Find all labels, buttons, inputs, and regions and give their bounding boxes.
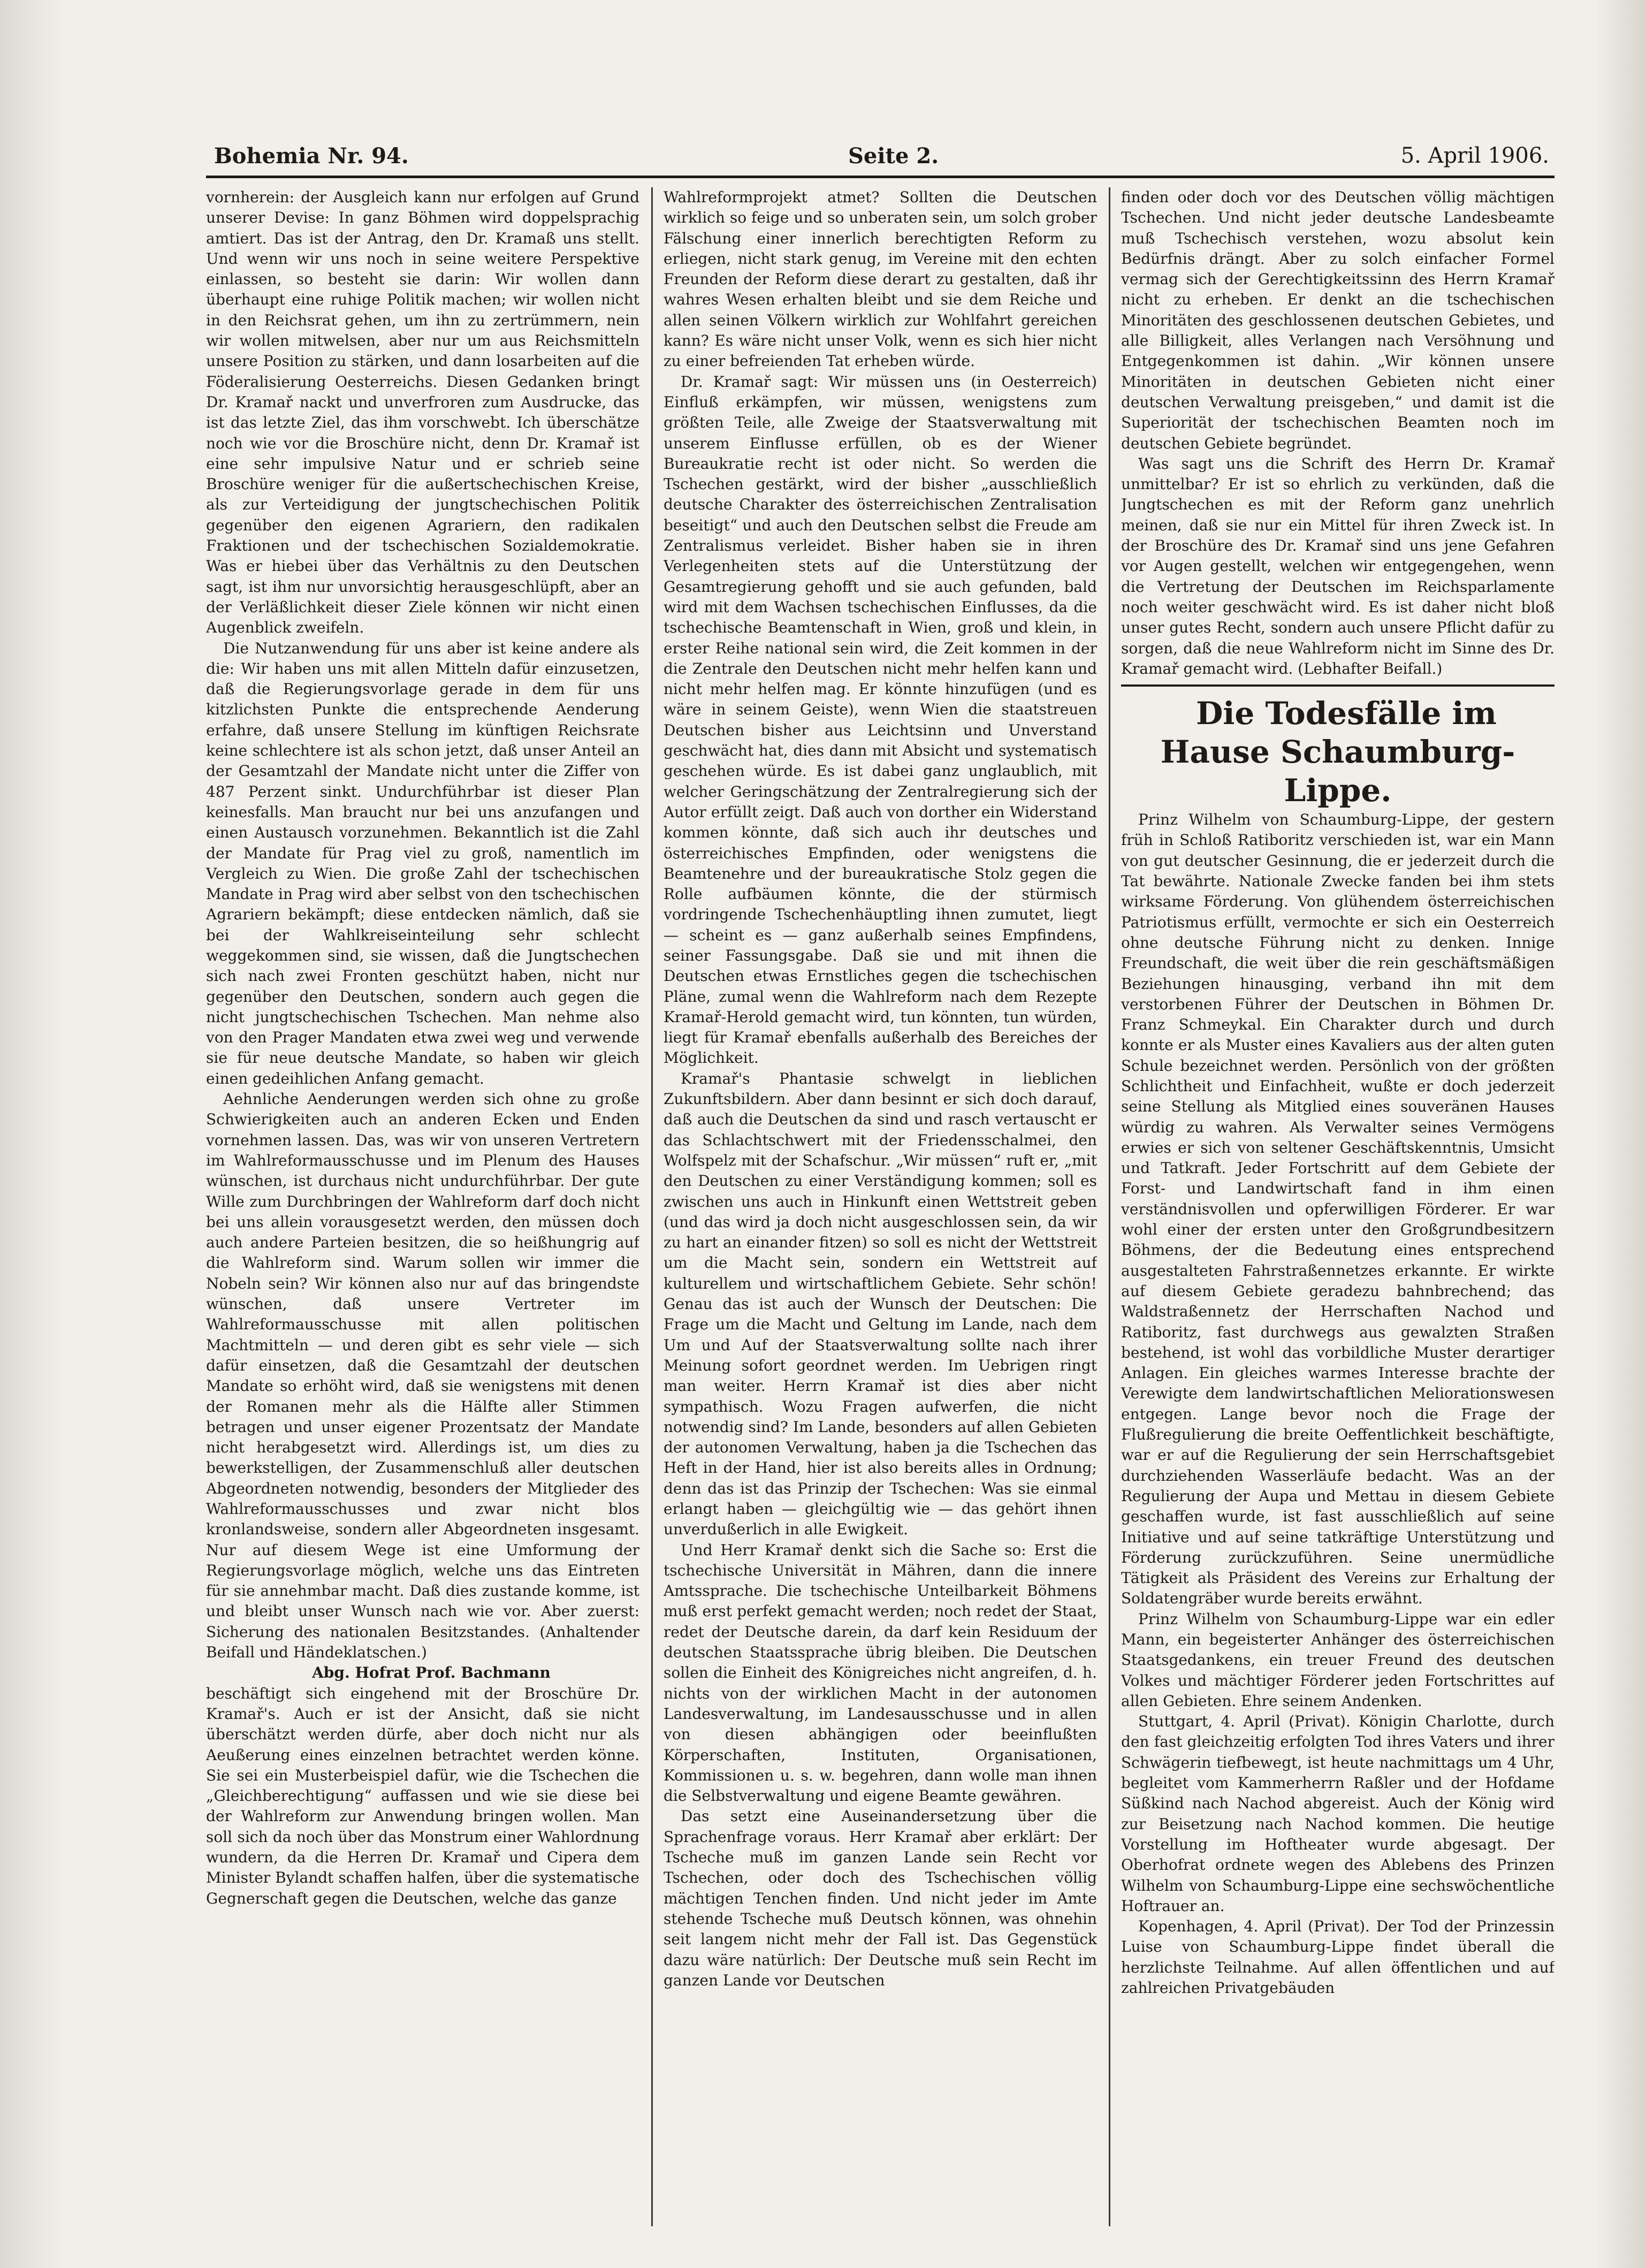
column-divider xyxy=(651,187,653,2226)
paragraph: Aehnliche Aenderungen werden sich ohne zu große Schwierigkeiten auch an anderen Ecken und Enden vornehmen lassen. Das, was wir von unseren Vertretern im Wahlreformausschusse und im Plenum des Hauses wünschen, ist durchaus nicht undurchführbar. Der gute Wille zum Durchbringen der Wahlreform darf doch nicht bei uns allein vorausgesetzt werden, den müssen doch auch andere Parteien besitzen, die so heißhungrig auf die Wahlreform sind. Warum sollen wir immer die Nobeln sein? Wir können also nur auf das bringendste wünschen, daß unsere Vertreter im Wahlreformausschusse mit allen politischen Machtmitteln — und deren gibt es sehr viele — sich dafür einsetzen, daß die Gesamtzahl der deutschen Mandate so erhöht wird, daß sie wenigstens mit denen der Romanen mehr als die Hälfte aller Stimmen betragen und unser eigener Prozentsatz der Mandate nicht herabgesetzt wird. Allerdings ist, um dies zu bewerkstelligen, der Zusammenschluß aller deutschen Abgeordneten notwendig, besonders der Mitglieder des Wahlreformausschusses und zwar nicht blos kronlandsweise, sondern aller Abgeordneten insgesamt. Nur auf diesem Wege ist eine Umformung der Regierungsvorlage möglich, welche uns das Eintreten für sie annehmbar macht. Daß dies zustande komme, ist und bleibt unser Wunsch nach wie vor. Aber zuerst: Sicherung des nationalen Besitzstandes. (Anhaltender Beifall und Händeklatschen.) xyxy=(206,1090,639,1662)
paragraph: Das setzt eine Auseinandersetzung über die Sprachenfrage voraus. Herr Kramař aber erklärt: Der Tscheche muß im ganzen Lande sein Recht vor Tschechen, oder doch des Tschechischen völlig mächtigen Tenchen finden. Und nicht jeder im Amte stehende Tscheche muß Deutsch können, was ohnehin seit langem nicht mehr der Fall ist. Das Gegenstück dazu wäre natürlich: Der Deutsche muß sein Recht im ganzen Lande vor Deutschen xyxy=(664,1807,1097,1989)
paragraph: Stuttgart, 4. April (Privat). Königin Charlotte, durch den fast gleichzeitig erfolgten Tod ihres Vaters und ihrer Schwägerin tiefbewegt, ist heute nachmittags um 4 Uhr, begleitet vom Kammerherrn Raßler und der Hofdame Süßkind nach Nachod abgereist. Auch der König wird zur Beisetzung nach Nachod kommen. Die heutige Vorstellung im Hoftheater wurde abgesagt. Der Oberhofrat ordnete wegen des Ablebens des Prinzen Wilhelm von Schaumburg-Lippe eine sechswöchentliche Hoftrauer an. xyxy=(1121,1713,1554,1915)
column-1 xyxy=(206,187,639,2226)
issue-date: 5. April 1906. xyxy=(1400,143,1549,168)
page-header xyxy=(206,134,1554,171)
scan-edge xyxy=(0,0,64,2268)
paragraph: finden oder doch vor des Deutschen völlig mächtigen Tschechen. Und nicht jeder deutsche Landesbeamte muß Tschechisch verstehen, wozu absolut kein Bedürfnis drängt. Aber zu solch einfacher Formel vermag sich der Gerechtigkeitssinn des Herrn Kramař nicht zu erheben. Er denkt an die tschechischen Minoritäten des geschlossenen deutschen Gebietes, und alle Billigkeit, alles Verlangen nach Versöhnung und Entgegenkommen ist dahin. „Wir können unsere Minoritäten in deutschen Gebieten nicht einer deutschen Verwaltung preisgeben,“ und damit ist die Superiorität der tschechischen Beamten noch im deutschen Gebiete begründet. xyxy=(1121,188,1554,452)
paragraph: Was sagt uns die Schrift des Herrn Dr. Kramař unmittelbar? Er ist so ehrlich zu verkünden, daß die Jungtschechen es mit der Reform ganz unehrlich meinen, daß sie nur ein Mittel für ihren Zweck ist. In der Broschüre des Dr. Kramař sind uns jene Gefahren vor Augen gestellt, welchen wir entgegengehen, wenn die Vertretung der Deutschen im Reichsparlamente noch weiter geschwächt wird. Es ist daher nicht bloß unser gutes Recht, sondern auch unsere Pflicht dafür zu sorgen, daß die neue Wahlreform nicht im Sinne des Dr. Kramař gemacht wird. (Lebhafter Beifall.) xyxy=(1121,454,1554,678)
speaker-heading: Abg. Hofrat Prof. Bachmann xyxy=(312,1664,551,1682)
paragraph: Kramař's Phantasie schwelgt in lieblichen Zukunftsbildern. Aber dann besinnt er sich doch darauf, daß auch die Deutschen da sind und rasch vertauscht er das Schlachtschwert mit der Friedensschalmei, den Wolfspelz mit der Schafschur. „Wir müssen“ ruft er, „mit den Deutschen zu einer Verständigung kommen; soll es zwischen uns auch in Hinkunft einen Wettstreit geben (und das wird ja doch nicht ausgeschlossen sein, da wir zu hart an einander fitzen) so soll es nicht der Wettstreit um die Macht sein, sondern ein Wettstreit auf kulturellem und wirtschaftlichem Gebiete. Sehr schön! Genau das ist auch der Wunsch der Deutschen: Die Frage um die Macht und Geltung im Lande, nach dem Um und Auf der Staatsverwaltung sollte nach ihrer Meinung sofort geordnet werden. Im Uebrigen ringt man weiter. Herrn Kramař ist dies aber nicht sympathisch. Wozu Fragen aufwerfen, die nicht notwendig sind? Im Lande, besonders auf allen Gebieten der autonomen Verwaltung, haben ja die Tschechen das Heft in der Hand, hier ist also bereits alles in Ordnung; denn das ist das Prinzip der Tschechen: Was sie einmal erlangt haben — gleichgültig wie — das gehört ihnen unverdußerlich in alle Ewigkeit. xyxy=(664,1069,1097,1539)
paragraph: Und Herr Kramař denkt sich die Sache so: Erst die tschechische Universität in Mähren, dann die innere Amtssprache. Die tschechische Unteilbarkeit Böhmens muß erst perfekt gemacht werden; noch redet der Staat, redet der Deutsche darein, da darf kein Residuum der deutschen Staatssprache übrig bleiben. Die Deutschen sollen die Einheit des Königreiches nicht angreifen, d. h. nichts von der wirklichen Macht in der autonomen Landesverwaltung, im Landesausschusse und in allen von diesen abhängigen oder beeinflußten Körperschaften, Instituten, Organisationen, Kommissionen u. s. w. begehren, dann wolle man ihnen die Selbstverwaltung und eigene Beamte gewähren. xyxy=(664,1541,1097,1805)
paragraph: Dr. Kramař sagt: Wir müssen uns (in Oesterreich) Einfluß erkämpfen, wir müssen, wenigstens zum größten Teile, alle Zweige der Staatsverwaltung mit unserem Einflusse erfüllen, ob es der Wiener Bureaukratie recht ist oder nicht. So werden die Tschechen gestärkt, wird der bisher „ausschließlich deutsche Charakter des österreichischen Zentralisation beseitigt“ und auch den Deutschen selbst die Freude am Zentralismus verleidet. Bisher haben sie in ihren Verlegenheiten stets auf die Unterstützung der Gesamtregierung gehofft und sie auch gefunden, bald wird mit dem Wachsen tschechischen Einflusses, da die tschechische Beamtenschaft in Wien, groß und klein, in erster Reihe national sein wird, die Zeit kommen in der die Zentrale den Deutschen nicht mehr helfen kann und nicht mehr helfen mag. Er könnte hinzufügen (und es wäre in seinem Geiste), wenn Wien die staatstreuen Deutschen bisher aus Leichtsinn und Unverstand geschwächt hat, dies dann mit Absicht und systematisch geschehen würde. Es ist dabei ganz unglaublich, mit welcher Geringschätzung der Zentralregierung sich der Autor erfüllt zeigt. Daß auch von dorther ein Widerstand kommen könnte, daß sich auch ihr deutsches und österreichisches Empfinden, oder wenigstens die Beamtenehre und der bureaukratische Stolz gegen die Rolle aufbäumen könnte, die der stürmisch vordringende Tschechenhäuptling ihnen zumutet, liegt — scheint es — ganz außerhalb seines Empfindens, seiner Fassungsgabe. Daß sie und mit ihnen die Deutschen etwas Ernstliches gegen die tschechischen Pläne, zumal wenn die Wahlreform nach dem Rezepte Kramař-Herold gemacht wird, tun könnten, tun würden, liegt für Kramař ebenfalls außerhalb des Bereiches der Möglichkeit. xyxy=(664,372,1097,1067)
paragraph: Wahlreformprojekt atmet? Sollten die Deutschen wirklich so feige und so unberaten sein, um solch grober Fälschung einer innerlich berechtigten Reform zu erliegen, nicht stark genug, im Vereine mit den echten Freunden der Reform diese derart zu gestalten, daß ihr wahres Wesen erhalten bleibt und sie dem Reiche und allen seinen Völkern wirklich zur Wohlfahrt gereichen kann? Es wäre nicht unser Volk, wenn es sich hier nicht zu einer befreienden Tat erheben würde. xyxy=(664,188,1097,370)
paragraph: Prinz Wilhelm von Schaumburg-Lippe, der gestern früh in Schloß Ratiboritz verschieden ist, war ein Mann von gut deutscher Gesinnung, die er jederzeit durch die Tat bewährte. Nationale Zwecke fanden bei ihm stets wirksame Förderung. Von glühendem österreichischen Patriotismus erfüllt, vermochte er sich ein Oesterreich ohne deutsche Führung nicht zu denken. Innige Freundschaft, die weit über die rein geschäftsmäßigen Beziehungen hinausging, verband ihn mit dem verstorbenen Führer der Deutschen in Böhmen Dr. Franz Schmeykal. Ein Charakter durch und durch konnte er als Muster eines Kavaliers aus der alten guten Schule bezeichnet werden. Persönlich von der größten Schlichtheit und Einfachheit, wußte er doch jederzeit seine Stellung als Mitglied eines souveränen Hauses würdig zu wahren. Als Verwalter seines Vermögens erwies er sich von seltener Geschäftskenntnis, Umsicht und Tatkraft. Jeder Fortschritt auf dem Gebiete der Forst- und Landwirtschaft fand in ihm einen verständnisvollen und opferwilligen Förderer. Er war wohl einer der ersten unter den Großgrundbesitzern Böhmens, der die Bedeutung eines entsprechend ausgestalteten Fahrstraßennetzes erkannte. Er wirkte auf diesem Gebiete geradezu bahnbrechend; das Waldstraßennetz der Herrschaften Nachod und Ratiboritz, fast durchwegs aus gewalzten Straßen bestehend, ist wohl das vorbildliche Muster derartiger Anlagen. Ein gleiches warmes Interesse brachte der Verewigte dem landwirtschaftlichen Meliorationswesen entgegen. Lange bevor noch die Frage der Flußregulierung die breite Oeffentlichkeit beschäftigte, war er auf die Regulierung der sein Herrschaftsgebiet durchziehenden Wasserläufe bedacht. Was an der Regulierung der Aupa und Mettau in diesem Gebiete geschaffen wurde, ist fast ausschließlich auf seine Initiative und auf seine tatkräftige Unterstützung und Förderung zurückzuführen. Seine unermüdliche Tätigkeit als Präsident des Vereins zur Erhaltung der Soldatengräber wurde bereits erwähnt. xyxy=(1121,811,1554,1608)
newspaper-page xyxy=(206,134,1554,2226)
header-rule xyxy=(206,176,1554,178)
text-columns xyxy=(206,187,1554,2226)
column-2 xyxy=(664,187,1097,2226)
paragraph: Die Nutzanwendung für uns aber ist keine andere als die: Wir haben uns mit allen Mitteln dafür einzusetzen, daß die Regierungsvorlage gerade in dem für uns kitzlichsten Punkte die entsprechende Aenderung erfahre, daß unsere Stellung im künftigen Reichsrate keine schlechtere ist als schon jetzt, daß unser Anteil an der Gesamtzahl der Mandate nicht unter die Ziffer von 487 Perzent sinkt. Undurchführbar ist dieser Plan keinesfalls. Man braucht nur bei uns anzufangen und einen Austausch vorzunehmen. Bekanntlich ist die Zahl der Mandate für Prag viel zu groß, namentlich im Vergleich zu Wien. Die große Zahl der tschechischen Mandate in Prag wird aber selbst von den tschechischen Agrariern bekämpft; diese entdecken nämlich, daß sie bei der Wahlkreiseinteilung sehr schlecht weggekommen sind, sie wissen, daß die Jungtschechen sich nach zwei Fronten geschützt haben, nicht nur gegenüber den Deutschen, sondern auch gegen die nicht jungtschechischen Tschechen. Man nehme also von den Prager Mandaten etwa zwei weg und verwende sie für neue deutsche Mandate, so haben wir gleich einen gedeihlichen Anfang gemacht. xyxy=(206,639,639,1087)
paragraph: vornherein: der Ausgleich kann nur erfolgen auf Grund unserer Devise: In ganz Böhmen wird doppelsprachig amtiert. Das ist der Antrag, den Dr. Kramaß uns stellt. Und wenn wir uns noch in seine weitere Perspektive einlassen, so besteht sie darin: Wir wollen dann überhaupt eine ruhige Politik machen; wir wollen nicht in den Reichsrat gehen, um ihn zu zertrümmern, nein wir wollen mitwelsen, aber nur um aus Reichsmitteln unsere Position zu stärken, und dann losarbeiten auf die Föderalisierung Oesterreichs. Diesen Gedanken bringt Dr. Kramař nackt und unverfroren zum Ausdrucke, das ist das letzte Ziel, das ihm vorschwebt. Ich überschätze noch wie vor die Broschüre nicht, denn Dr. Kramař ist eine sehr impulsive Natur und er schrieb seine Broschüre weniger für die außertschechischen Kreise, als zur Verteidigung der jungtschechischen Politik gegenüber den eigenen Agrariern, den radikalen Fraktionen und der tschechischen Sozialdemokratie. Was er hiebei über das Verhältnis zu den Deutschen sagt, ist ihm nur unvorsichtig herausgeschlüpft, aber an der Verläßlichkeit dieser Ziele können wir nicht einen Augenblick zweifeln. xyxy=(206,188,639,637)
page-number: Seite 2. xyxy=(848,143,939,169)
column-divider xyxy=(1109,187,1110,2226)
masthead-issue: Bohemia Nr. 94. xyxy=(214,143,409,169)
article-headline: Die Todesfälle im Hause Schaumburg-Lippe. xyxy=(1160,695,1515,809)
paragraph: beschäftigt sich eingehend mit der Broschüre Dr. Kramař's. Auch er ist der Ansicht, daß sie nicht überschätzt werden dürfe, aber doch nicht nur als Aeußerung eines einzelnen betrachtet werden könne. Sie sei ein Musterbeispiel dafür, wie die Tschechen die „Gleichberechtigung“ auffassen und wie sie diese bei der Wahlreform zur Anwendung bringen wollen. Man soll sich da noch über das Monstrum einer Wahlordnung wundern, da die Herren Dr. Kramař und Cipera dem Minister Bylandt schaffen halfen, über die systematische Gegnerschaft gegen die Deutschen, welche das ganze xyxy=(206,1684,639,1907)
article-separator xyxy=(1121,684,1554,687)
paragraph: Prinz Wilhelm von Schaumburg-Lippe war ein edler Mann, ein begeisterter Anhänger des österreichischen Staatsgedankens, ein treuer Freund des deutschen Volkes und mächtiger Förderer jeden Fortschrittes auf allen Gebieten. Ehre seinem Andenken. xyxy=(1121,1610,1554,1710)
paragraph: Kopenhagen, 4. April (Privat). Der Tod der Prinzessin Luise von Schaumburg-Lippe findet überall die herzlichste Teilnahme. Auf allen öffentlichen und auf zahlreichen Privatgebäuden xyxy=(1121,1917,1554,1997)
column-3 xyxy=(1121,187,1554,2226)
page-shadow xyxy=(1598,0,1646,2268)
